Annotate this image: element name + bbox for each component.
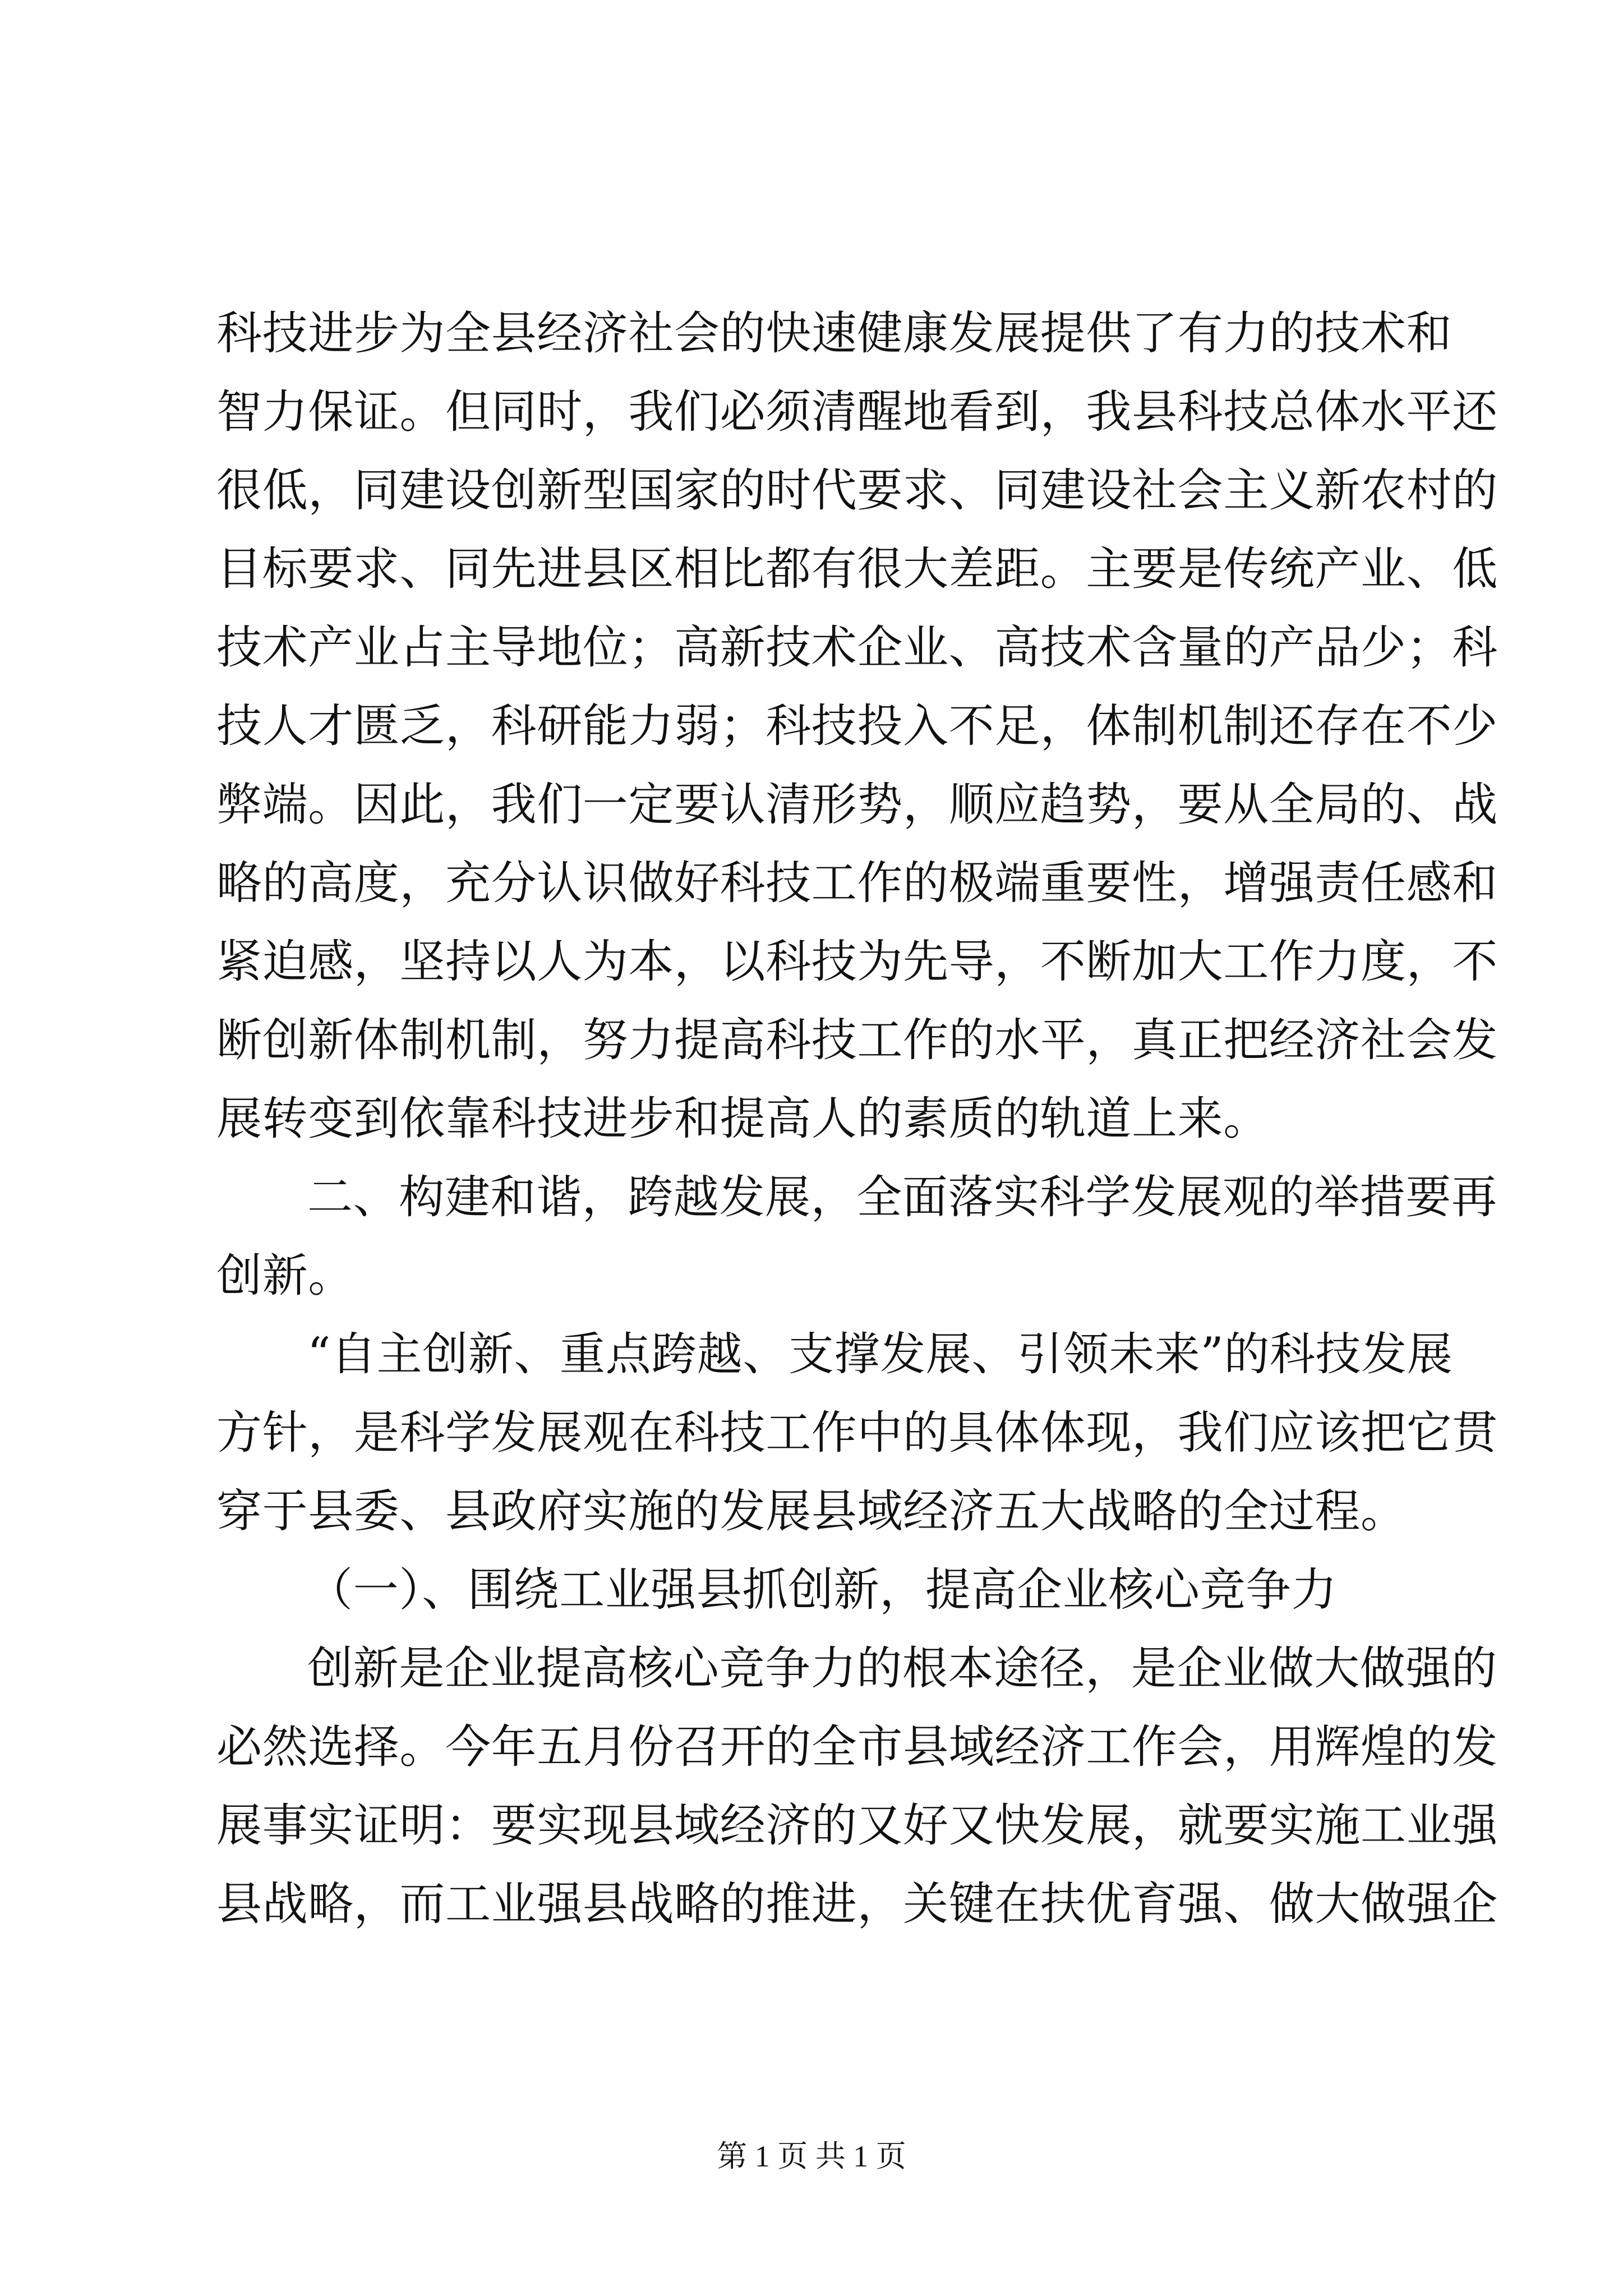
- text-line-6: 技人才匮乏，科研能力弱；科技投入不足，体制机制还存在不少: [216, 700, 1498, 753]
- text-line-14: “自主创新、重点跨越、支撑发展、引领未来”的科技发展: [307, 1328, 1453, 1381]
- section-heading-line-2: 创新。: [216, 1250, 354, 1303]
- text-line-11: 展转变到依靠科技进步和提高人的素质的轨道上来。: [216, 1093, 1269, 1145]
- text-line-21: 县战略，而工业强县战略的推进，关键在扶优育强、做大做强企: [216, 1878, 1498, 1931]
- text-line-9: 紧迫感，坚持以人为本，以科技为先导，不断加大工作力度，不: [216, 936, 1498, 988]
- text-line-1: 科技进步为全县经济社会的快速健康发展提供了有力的技术和: [216, 307, 1453, 360]
- text-line-15: 方针，是科学发展观在科技工作中的具体体现，我们应该把它贯: [216, 1407, 1498, 1460]
- text-line-7: 弊端。因此，我们一定要认清形势，顺应趋势，要从全局的、战: [216, 779, 1498, 831]
- text-line-8: 略的高度，充分认识做好科技工作的极端重要性，增强责任感和: [216, 857, 1498, 910]
- text-line-18: 创新是企业提高核心竞争力的根本途径，是企业做大做强的: [307, 1642, 1497, 1695]
- page-number-label: 第 1 页 共 1 页: [717, 2139, 906, 2173]
- text-line-3: 很低，同建设创新型国家的时代要求、同建设社会主义新农村的: [216, 464, 1498, 517]
- subsection-heading: （一）、围绕工业强县抓创新，提高企业核心竞争力: [307, 1564, 1338, 1617]
- text-line-16: 穿于县委、县政府实施的发展县域经济五大战略的全过程。: [216, 1485, 1407, 1538]
- section-heading-line-1: 二、构建和谐，跨越发展，全面落实科学发展观的举措要再: [307, 1171, 1497, 1224]
- text-line-4: 目标要求、同先进县区相比都有很大差距。主要是传统产业、低: [216, 543, 1498, 596]
- text-line-2: 智力保证。但同时，我们必须清醒地看到，我县科技总体水平还: [216, 386, 1498, 439]
- text-line-20: 展事实证明：要实现县域经济的又好又快发展，就要实施工业强: [216, 1800, 1498, 1852]
- text-line-19: 必然选择。今年五月份召开的全市县域经济工作会，用辉煌的发: [216, 1721, 1498, 1774]
- text-line-5: 技术产业占主导地位；高新技术企业、高技术含量的产品少；科: [216, 622, 1498, 674]
- page-footer: [0, 2141, 1623, 2171]
- text-line-10: 断创新体制机制，努力提高科技工作的水平，真正把经济社会发: [216, 1014, 1498, 1067]
